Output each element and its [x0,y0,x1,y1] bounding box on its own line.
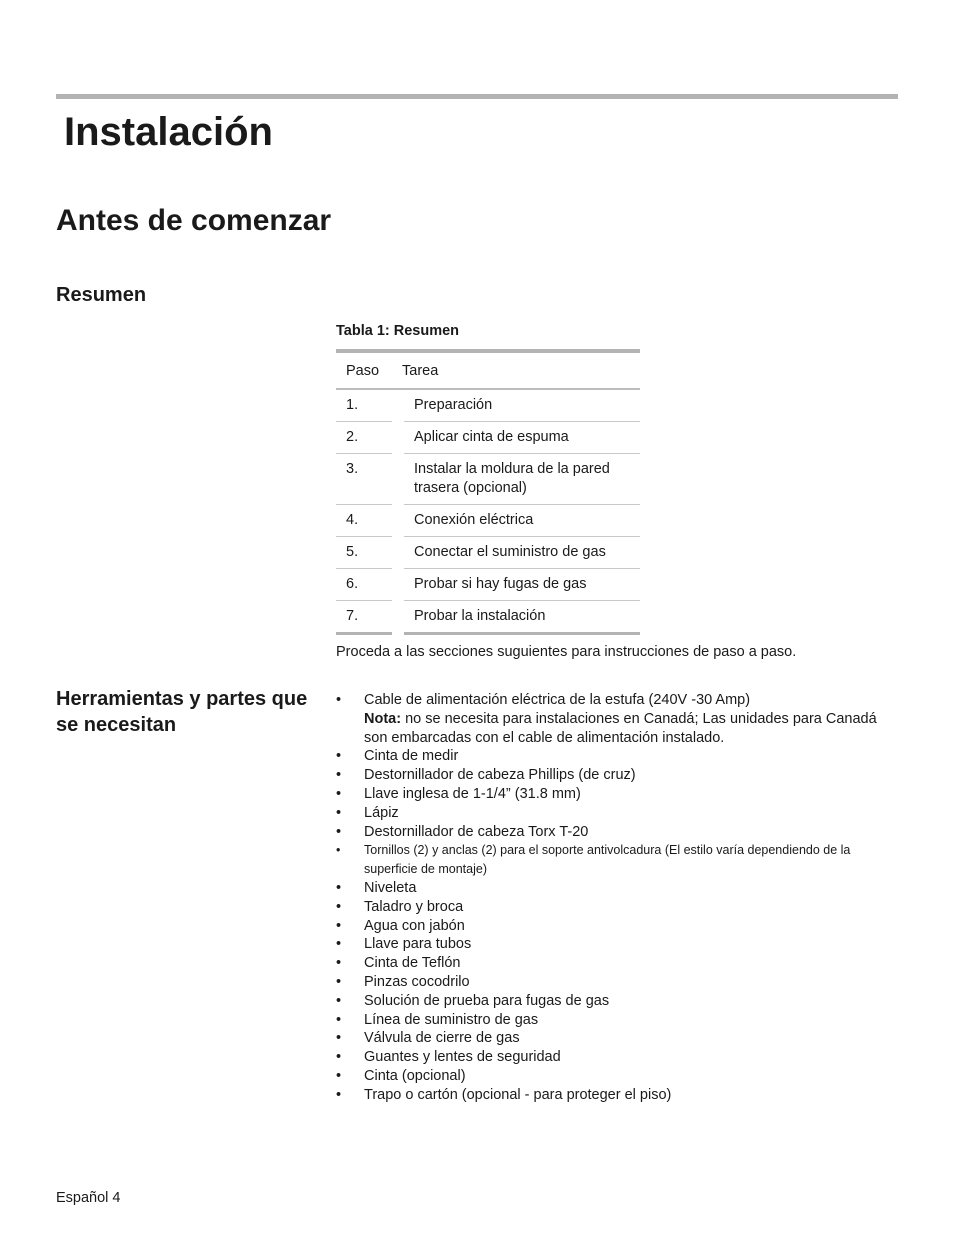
section-heading: Antes de comenzar [56,204,332,237]
proceed-text: Proceda a las secciones suguientes para instrucciones de paso a paso. [336,644,797,660]
table-header-row [336,353,640,390]
tools-heading: Herramientas y partes que se necesitan [56,688,308,736]
list-item-text: Línea de suministro de gas [364,1011,539,1028]
list-item [336,917,901,936]
list-item [336,1011,901,1030]
table-body [336,390,640,635]
bullet-icon: • [336,973,342,990]
bullet-icon: • [336,898,342,915]
bullet-icon: • [336,785,342,802]
list-item [336,841,901,879]
bullet-icon: • [336,823,342,840]
cell-step: 3. [336,454,392,505]
cell-step: 7. [336,601,392,635]
bullet-icon: • [336,748,342,765]
list-item [336,747,901,766]
tools-list [336,691,901,1105]
list-item-text: Guantes y lentes de seguridad [364,1049,561,1066]
list-item [336,1086,901,1105]
list-item-text: Cable de alimentación eléctrica de la estufa (240V -30 Amp) [364,692,751,708]
table-row [336,422,640,454]
note-text: no se necesita para instalaciones en Canadá; Las unidades para Canadá son embarcadas con el cable de alimentación instalado. [364,710,877,746]
table-row [336,569,640,601]
list-item [336,879,901,898]
bullet-icon: • [336,843,341,858]
list-item-text: Taladro y broca [364,898,464,915]
list-item-text: Llave inglesa de 1-1/4” (31.8 mm) [364,785,581,802]
table-row [336,505,640,537]
list-item [336,973,901,992]
list-item [336,992,901,1011]
list-item-text: Válvula de cierre de gas [364,1030,520,1047]
cell-task: Conectar el suministro de gas [404,537,640,569]
bullet-icon: • [336,955,342,972]
bullet-icon: • [336,879,342,896]
note-label: Nota: [364,710,402,727]
table-row [336,390,640,422]
list-item-text: Pinzas cocodrilo [364,973,470,990]
list-item-text: Destornillador de cabeza Torx T-20 [364,823,589,840]
cell-task: Conexión eléctrica [404,505,640,537]
cell-task: Instalar la moldura de la pared trasera (opcional) [404,454,640,505]
list-item [336,898,901,917]
bullet-icon: • [336,1011,342,1028]
bullet-icon: • [336,692,342,708]
bullet-icon: • [336,1086,342,1103]
header-cell-task: Tarea [402,363,439,379]
bullet-icon: • [336,992,342,1009]
bullet-icon: • [336,936,342,953]
cell-task: Probar si hay fugas de gas [404,569,640,601]
cell-step: 2. [336,422,392,454]
list-item [336,1048,901,1067]
list-item-text: Destornillador de cabeza Phillips (de cruz) [364,767,636,784]
list-item-text: Cinta de Teflón [364,955,461,972]
list-item [336,1029,901,1048]
cell-step: 4. [336,505,392,537]
list-item [336,1067,901,1086]
list-item-text: Cinta de medir [364,748,459,765]
list-item-text: Trapo o cartón (opcional - para proteger el piso) [364,1086,672,1103]
cell-task: Aplicar cinta de espuma [404,422,640,454]
table-row [336,454,640,505]
header-rule [56,94,898,99]
table-row [336,601,640,635]
list-item-text: Solución de prueba para fugas de gas [364,992,610,1009]
list-item [336,785,901,804]
summary-table [336,349,640,635]
list-item [336,954,901,973]
list-item-text: Niveleta [364,879,417,896]
cell-task: Preparación [404,390,640,422]
cell-step: 1. [336,390,392,422]
list-item-text: Agua con jabón [364,917,465,934]
list-item-text: Cinta (opcional) [364,1067,466,1084]
bullet-icon: • [336,1049,342,1066]
list-item [336,823,901,842]
list-item [336,804,901,823]
page-footer: Español 4 [56,1190,121,1206]
bullet-icon: • [336,1030,342,1047]
list-item-text: Tornillos (2) y anclas (2) para el soporte antivolcadura (El estilo varía dependiendo de la superficie de montaje) [364,843,851,877]
bullet-icon: • [336,917,342,934]
bullet-icon: • [336,767,342,784]
list-item-text: Lápiz [364,804,399,821]
list-item [336,766,901,785]
page-title: Instalación [64,110,273,154]
list-item [336,935,901,954]
list-item [336,691,901,747]
bullet-icon: • [336,1067,342,1084]
cell-step: 6. [336,569,392,601]
header-cell-step: Paso [346,363,380,379]
cell-step: 5. [336,537,392,569]
cell-task: Probar la instalación [404,601,640,635]
table-row [336,537,640,569]
list-item-text: Llave para tubos [364,936,472,953]
summary-heading: Resumen [56,284,147,306]
bullet-icon: • [336,804,342,821]
table-caption: Tabla 1: Resumen [336,323,460,339]
